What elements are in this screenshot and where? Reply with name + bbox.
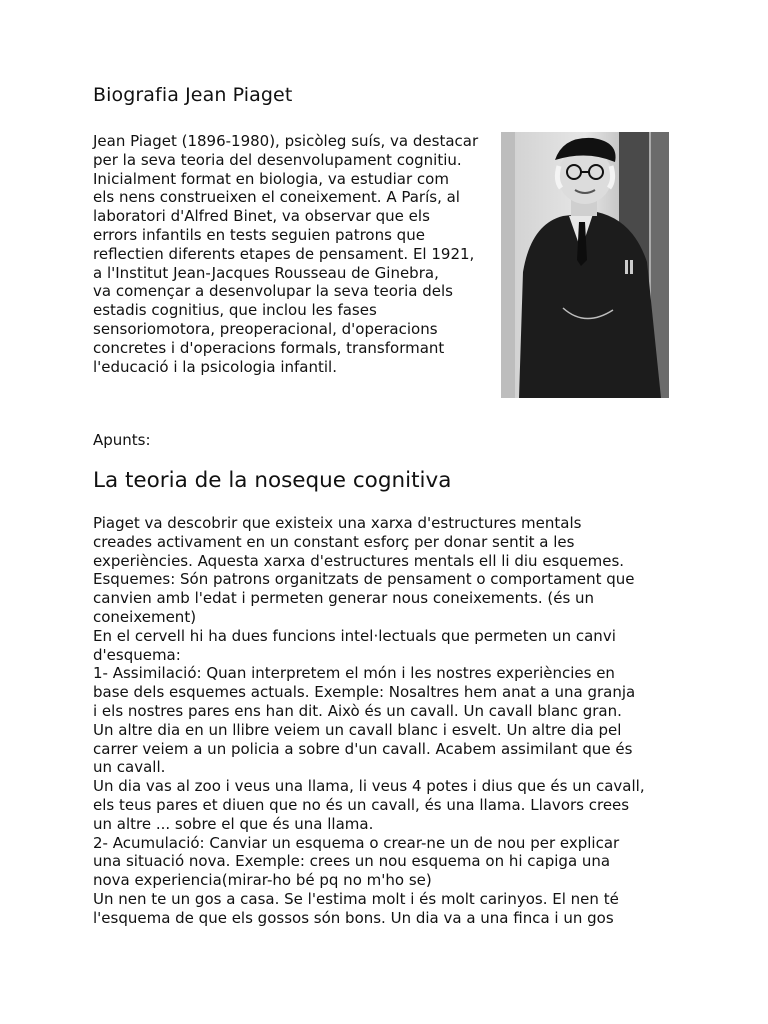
body-line: i els nostres pares ens han dit. Això és un cavall. Un cavall blanc gran. — [93, 701, 622, 720]
bio-line: reflectien diferents etapes de pensament. El 1921, — [93, 244, 475, 263]
body-line: canvien amb l'edat i permeten generar nous coneixements. (és un — [93, 589, 595, 608]
body-line: Piaget va descobrir que existeix una xarxa d'estructures mentals — [93, 514, 582, 532]
bio-line: errors infantils en tests seguien patrons que — [93, 225, 425, 244]
body-line: un cavall. — [93, 758, 166, 777]
section-heading: La teoria de la noseque cognitiva — [93, 468, 452, 493]
body-line: En el cervell hi ha dues funcions intel·lectuals que permeten un canvi — [93, 626, 616, 645]
body-line: creades activament en un constant esforç per donar sentit a les — [93, 532, 575, 551]
bio-line: Inicialment format en biologia, va estudiar com — [93, 169, 449, 188]
body-line: Esquemes: Són patrons organitzats de pensament o comportament que — [93, 570, 635, 589]
body-line: l'esquema de que els gossos són bons. Un dia va a una finca i un gos — [93, 908, 614, 927]
bio-line: estadis cognitius, que inclou les fases — [93, 301, 377, 320]
bio-line: per la seva teoria del desenvolupament cognitiu. — [93, 150, 462, 169]
bio-line: a l'Institut Jean-Jacques Rousseau de Ginebra, — [93, 263, 439, 282]
body-line: carrer veiem a un policia a sobre d'un cavall. Acabem assimilant que és — [93, 739, 633, 758]
body-line: 1- Assimilació: Quan interpretem el món i les nostres experiències en — [93, 664, 615, 683]
body-line: d'esquema: — [93, 645, 181, 664]
body-line: nova experiencia(mirar-ho bé pq no m'ho se) — [93, 871, 432, 890]
body-line: experiències. Aquesta xarxa d'estructures mentals ell li diu esquemes. — [93, 551, 625, 570]
body-line: base dels esquemes actuals. Exemple: Nosaltres hem anat a una granja — [93, 683, 636, 702]
body-line: els teus pares et diuen que no és un cavall, és una llama. Llavors crees — [93, 795, 630, 814]
bio-line: Jean Piaget (1896-1980), psicòleg suís, va destacar — [93, 132, 479, 150]
bio-line: concretes i d'operacions formals, transformant — [93, 338, 445, 357]
document-title: Biografia Jean Piaget — [93, 84, 293, 106]
bio-line: els nens construeixen el coneixement. A París, al — [93, 188, 460, 207]
body-line: un altre ... sobre el que és una llama. — [93, 814, 374, 833]
bio-line: l'educació i la psicologia infantil. — [93, 357, 337, 376]
notes-label: Apunts: — [93, 431, 151, 449]
bio-line: va començar a desenvolupar la seva teoria dels — [93, 282, 453, 301]
bio-line: sensoriomotora, preoperacional, d'operacions — [93, 319, 438, 338]
body-line: Un nen te un gos a casa. Se l'estima molt i és molt carinyos. El nen té — [93, 889, 619, 908]
body-line: una situació nova. Exemple: crees un nou esquema on hi capiga una — [93, 852, 611, 871]
biography-paragraph — [93, 132, 493, 376]
body-line: 2- Acumulació: Canviar un esquema o crear-ne un de nou per explicar — [93, 833, 620, 852]
body-line: Un altre dia en un llibre veiem un cavall blanc i esvelt. Un altre dia pel — [93, 720, 622, 739]
body-line: coneixement) — [93, 607, 197, 626]
portrait-photo — [501, 132, 669, 398]
body-paragraph — [93, 514, 683, 928]
bio-line: laboratori d'Alfred Binet, va observar que els — [93, 207, 430, 226]
body-line: Un dia vas al zoo i veus una llama, li veus 4 potes i dius que és un cavall, — [93, 777, 645, 796]
